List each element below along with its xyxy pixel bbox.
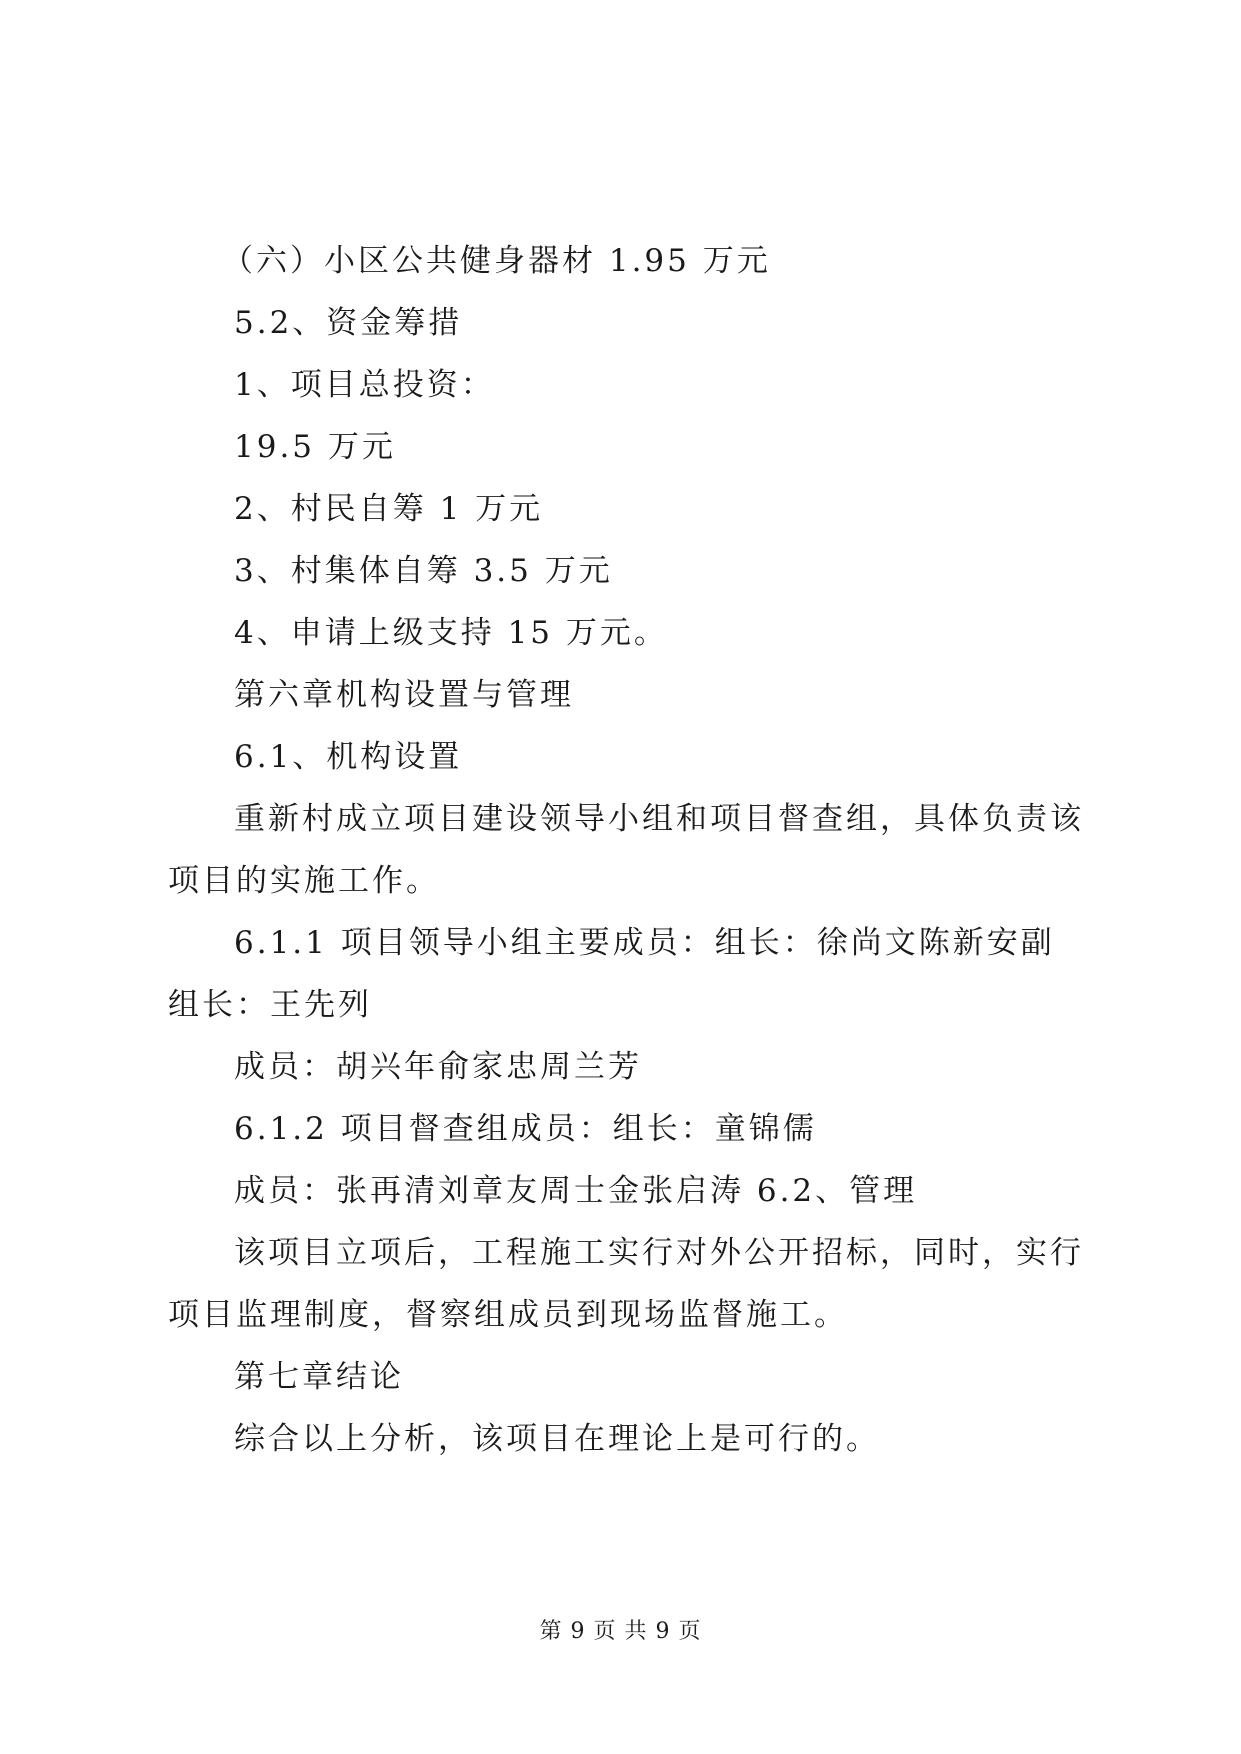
paragraph-org-setup: 重新村成立项目建设领导小组和项目督查组，具体负责该项目的实施工作。 [168,801,1084,899]
paragraph-fitness-equipment: （六）小区公共健身器材 1.95 万元 [222,243,771,279]
document-body [168,230,1088,1470]
paragraph-conclusion: 综合以上分析，该项目在理论上是可行的。 [234,1421,880,1457]
chapter-seven-heading: 第七章结论 [234,1359,404,1395]
section-org-setup-heading: 6.1、机构设置 [234,739,463,775]
paragraph-supervision-group: 6.1.2 项目督查组成员：组长：童锦儒 [234,1111,817,1147]
paragraph-management: 该项目立项后，工程施工实行对外公开招标，同时，实行项目监理制度，督察组成员到现场监督施工。 [168,1235,1084,1333]
paragraph-supervision-members: 成员：张再清刘章友周士金张启涛 6.2、管理 [234,1173,918,1209]
paragraph-villager-funding: 2、村民自筹 1 万元 [234,491,544,527]
paragraph-total-investment: 1、项目总投资： [234,367,495,403]
paragraph-leadership-members: 成员：胡兴年俞家忠周兰芳 [234,1049,642,1085]
paragraph-superior-support: 4、申请上级支持 15 万元。 [234,615,668,651]
paragraph-collective-funding: 3、村集体自筹 3.5 万元 [234,553,613,589]
paragraph-funding-heading: 5.2、资金筹措 [234,305,463,341]
chapter-six-heading: 第六章机构设置与管理 [234,677,574,713]
paragraph-leadership-group: 6.1.1 项目领导小组主要成员：组长：徐尚文陈新安副组长：王先列 [168,925,1055,1023]
page-number-footer: 第 9 页 共 9 页 [539,1619,702,1644]
paragraph-total-amount: 19.5 万元 [234,429,396,465]
